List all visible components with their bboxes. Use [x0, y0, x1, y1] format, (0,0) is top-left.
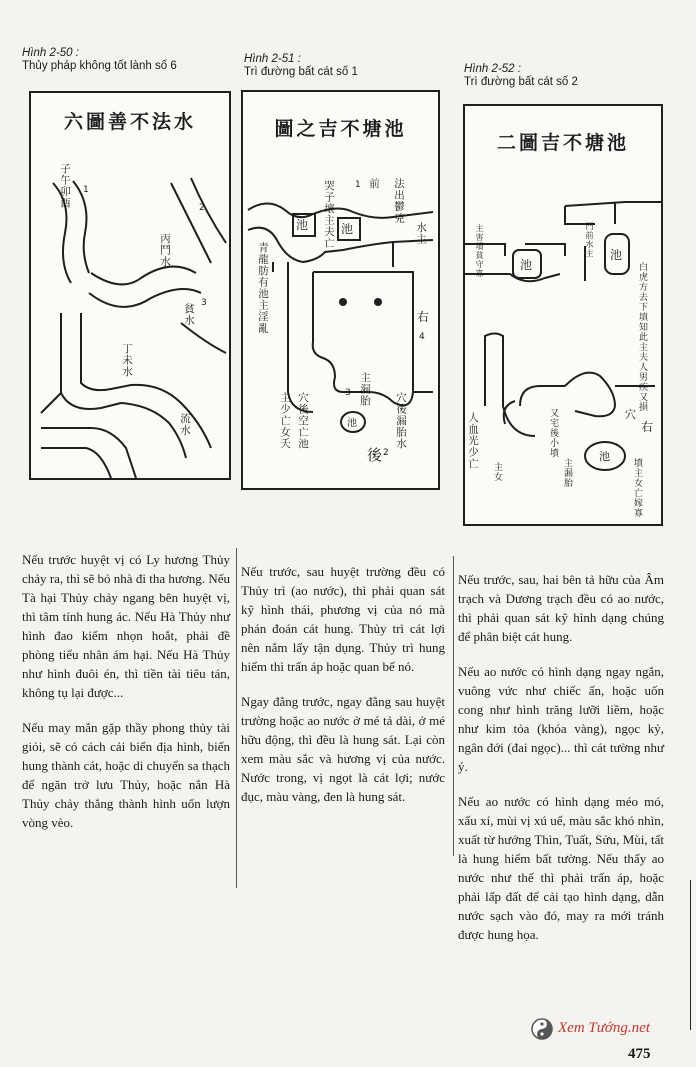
map-label: 主女 [492, 462, 502, 482]
map-label: 白虎方去下填知此主夫人男疾又損 [637, 262, 647, 412]
map-label: 墳主女亡嫁寡 [632, 458, 642, 518]
map-label: 穴 [625, 408, 636, 421]
marker-1: 1 [83, 185, 89, 195]
map-label: 主少亡女夭 [279, 392, 291, 450]
map-label: 右 [417, 310, 430, 324]
map-label: 又宅後小墳 [548, 408, 558, 458]
marker-3: 3 [201, 298, 207, 308]
map-label: 門前水主 [585, 222, 594, 258]
map-label: 丙鬥水 [159, 233, 171, 268]
marker-3: 3 [345, 388, 351, 398]
map-label: 主漏胎 [359, 372, 371, 407]
map-label: 流水 [179, 413, 191, 436]
paragraph: Nếu ao nước có hình dạng méo mó, xấu xí, mùi vị xú uế, màu sắc khó nhìn, xuất từ hướng Thìn, Tuất, Sửu, Mùi, tất là hung hiểm bất tường. Nếu thấy ao nước như thế thì phải trấn áp, hoặc phải lấp đất để cải tạo hình dạng, dẫn nước sạch vào đó, may ra mới tránh được hung họa. [458, 794, 664, 942]
map-label: 哭子壞主夫亡 [323, 180, 335, 249]
panel-title: 圖之吉不塘池 [274, 118, 407, 140]
figure-caption-2-51 [244, 53, 444, 79]
map-label: 人血光少亡 [467, 412, 479, 470]
site-logo-text: Xem Tướng.net [558, 1020, 651, 1036]
paragraph: Ngay đằng trước, ngay đằng sau huyệt trường hoặc ao nước ở mé tả dài, ở mé hữu động, thì đều là hung sát. Lại còn xem màu sắc và hương vị của nước. Nước trong, vị ngọt là cát lợi; nước đục, màu vàng, đen là hung sát. [241, 694, 445, 804]
figure-caption-text: Thủy pháp không tốt lành số 6 [22, 60, 177, 72]
pond-label: 池 [610, 248, 623, 262]
panel-title: 二圖吉不塘池 [496, 132, 629, 154]
paragraph: Nếu may mắn gặp thầy phong thủy tài giỏi, sẽ có cách cải biến địa hình, biến hung thành cát, hoặc di chuyển sa thạch để ngăn trở lưu Thủy, hoặc nắn Hà Thủy chảy thẳng thành hình uốn lượn vòng vèo. [22, 720, 230, 830]
figure-panel-2-52 [463, 104, 663, 526]
panel-title: 六圖善不法水 [63, 111, 196, 133]
figure-panel-2-50 [29, 91, 231, 480]
figure-number: Hình 2-52 : [464, 63, 521, 75]
text-column-2 [241, 562, 445, 822]
map-label: 主害墳貧守寡 [475, 224, 484, 278]
map-label: 貧水 [183, 303, 195, 326]
figure-number: Hình 2-50 : [22, 47, 79, 59]
column-divider [453, 556, 454, 856]
marker-4: 4 [419, 332, 425, 342]
yin-yang-icon [530, 1017, 554, 1041]
marker-1: 1 [355, 180, 361, 190]
paragraph: Nếu trước, sau huyệt trường đều có Thủy trì (ao nước), thì phải quan sát kỹ hình thái, phương vị của nó mà phán đoán cát hung. Thủy trì cát lợi nên nắm lấy tận dụng. Thủy trì hung hiểm thì trấn áp hoặc quan bế nó. [241, 564, 445, 674]
paragraph: Nếu trước huyệt vị có Ly hương Thủy chảy ra, thì sẽ bỏ nhà đi tha hương. Nếu Tà hại Thủy chảy ngang bên huyệt vị, thì tâm tính hung ác. Nếu Hà Thủy như hình đao kiếm nhọn hoắt, phải đề phòng tiểu nhân ám hại. Nếu Hà Thủy như hình đuôi én, thì tiền tài tiêu tán, không tụ lại được... [22, 552, 230, 700]
figure-caption-text: Trì đường bất cát số 1 [244, 66, 358, 78]
figure-caption-text: Trì đường bất cát số 2 [464, 76, 578, 88]
map-label: 法出鬱兇 [393, 178, 405, 224]
paragraph: Nếu ao nước có hình dạng ngay ngắn, vuông vức như chiếc ấn, hoặc uốn cong như hình trăng lưỡi liềm, hoặc như kim tỏa (khóa vàng), ngọc kỷ, ngân đới (đai ngọc)... thì cát tường như ý. [458, 664, 664, 774]
map-label: 後 [367, 446, 383, 464]
pond-layout-drawing [243, 92, 438, 488]
pond-label: 池 [347, 418, 357, 429]
page-number: 475 [628, 1046, 651, 1062]
text-column-1 [22, 550, 230, 848]
map-label: 丁未水 [121, 343, 133, 378]
figure-caption-2-50 [22, 47, 232, 73]
pond-label: 池 [599, 450, 610, 463]
paragraph: Nếu trước, sau, hai bên tả hữu của Âm trạch và Dương trạch đều có ao nước, thì phải quan sát kỹ hình dạng chúng để phân biệt cát hung. [458, 572, 664, 644]
map-label: 水主 [415, 222, 427, 245]
map-label: 青龍肪有池主淫亂 [257, 242, 269, 334]
text-column-3 [458, 570, 664, 960]
map-label: 主漏胎 [562, 458, 572, 488]
figure-number: Hình 2-51 : [244, 53, 301, 65]
water-course-drawing [31, 93, 229, 478]
map-label-front: 前 [368, 178, 380, 190]
pond-label: 池 [520, 258, 533, 272]
map-label: 穴後漏胎水 [395, 392, 407, 450]
page-edge-rule [690, 880, 691, 1030]
map-label: 穴後空亡池 [297, 392, 309, 450]
figure-panel-2-51 [241, 90, 440, 490]
pond-label: 池 [341, 222, 354, 236]
map-label: 子午卯酉 [59, 163, 71, 209]
column-divider [236, 548, 237, 888]
marker-2: 2 [383, 448, 389, 458]
map-label: 右 [641, 420, 654, 434]
pond-label: 池 [296, 218, 309, 232]
figure-caption-2-52 [464, 63, 664, 89]
marker-2: 2 [199, 203, 205, 213]
